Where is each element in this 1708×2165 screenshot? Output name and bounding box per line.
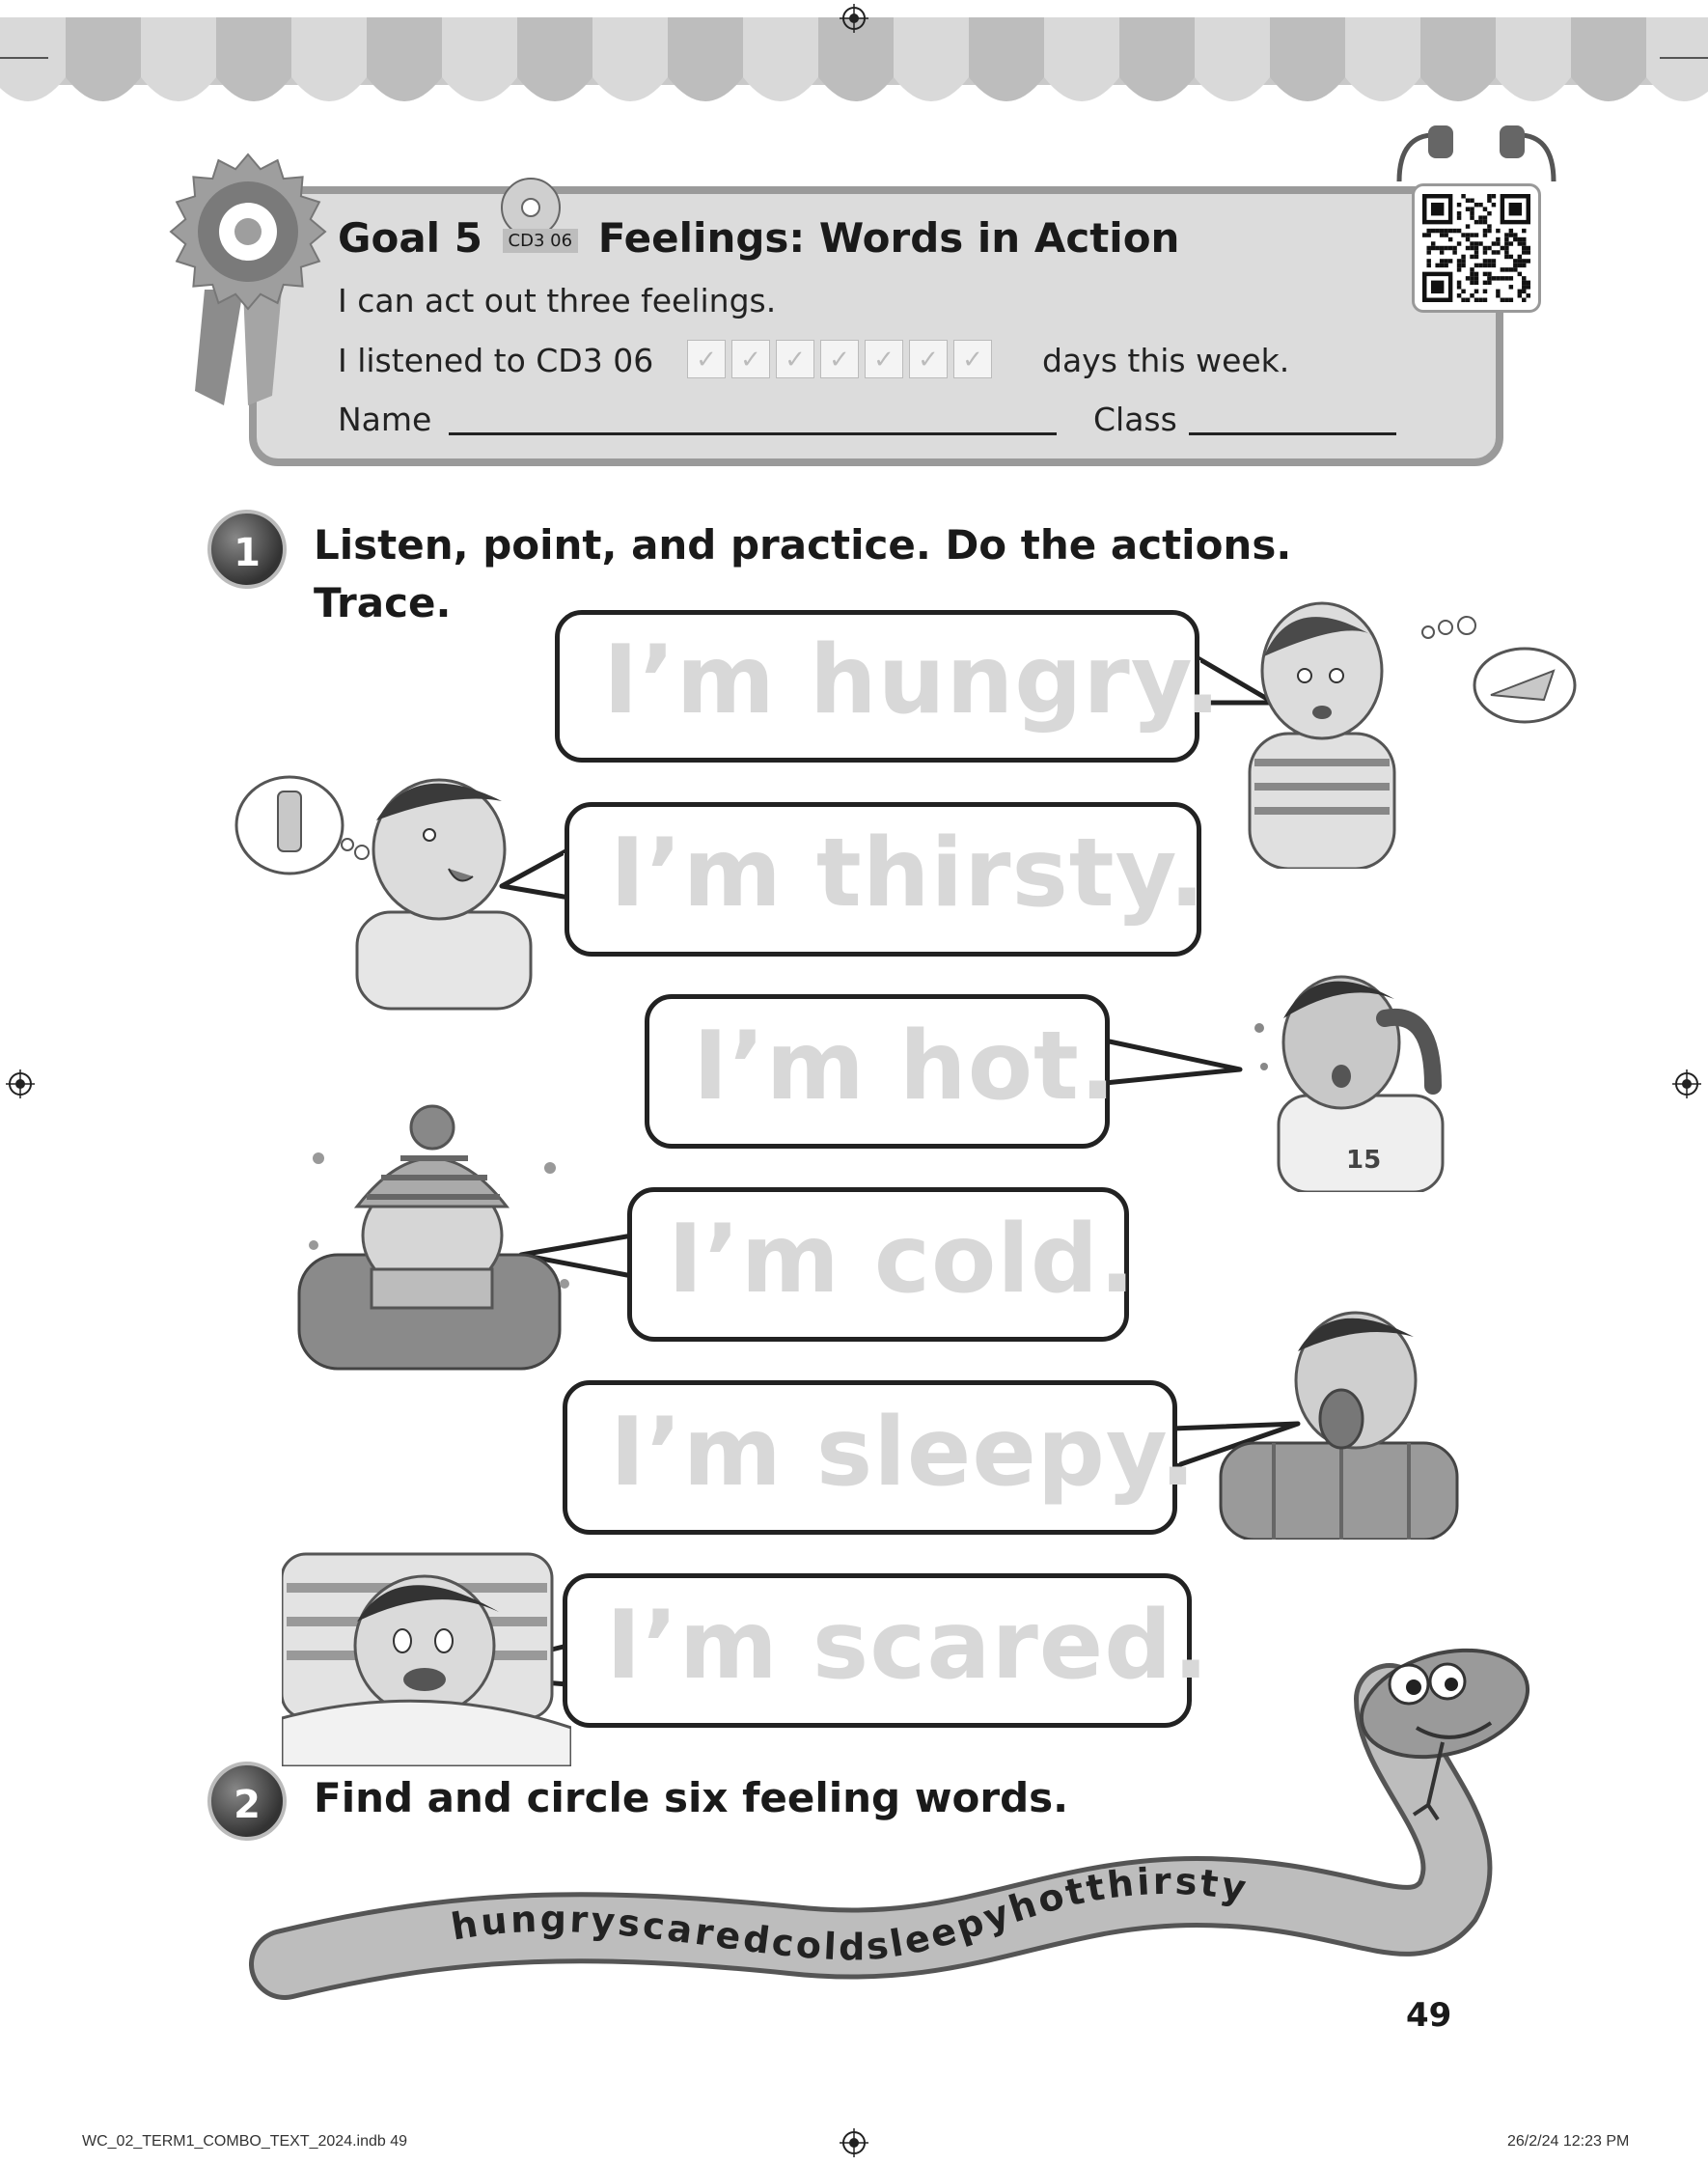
footer-file-info: WC_02_TERM1_COMBO_TEXT_2024.indb 49 [82, 2133, 408, 2150]
listen-suffix: days this week. [1042, 342, 1290, 379]
trace-text-sleepy[interactable]: I’m sleepy. [610, 1398, 1198, 1508]
day-checkbox-7[interactable]: ✓ [953, 340, 992, 378]
trace-text-hungry[interactable]: I’m hungry. [603, 625, 1222, 736]
goal-number: Goal 5 [338, 214, 482, 262]
goal-statement: I can act out three feelings. [338, 282, 777, 319]
page-number: 49 [1406, 1996, 1452, 2035]
day-checkbox-3[interactable]: ✓ [776, 340, 814, 378]
day-checkbox-5[interactable]: ✓ [865, 340, 903, 378]
listen-prefix: I listened to CD3 06 [338, 342, 654, 379]
section-2-badge: 2 [207, 1762, 287, 1841]
cd-track-label: CD3 06 [503, 229, 579, 253]
class-label: Class [1093, 401, 1177, 438]
day-checkbox-6[interactable]: ✓ [909, 340, 948, 378]
day-checkbox-2[interactable]: ✓ [731, 340, 770, 378]
name-label: Name [338, 401, 432, 438]
section-2-instruction: Find and circle six feeling words. [314, 1774, 1069, 1821]
section-1-trace-label: Trace. [314, 579, 452, 626]
goal-subtitle: Feelings: Words in Action [597, 214, 1180, 262]
footer-timestamp: 26/2/24 12:23 PM [1507, 2133, 1630, 2150]
day-checkbox-1[interactable]: ✓ [687, 340, 726, 378]
trace-text-thirsty[interactable]: I’m thirsty. [610, 819, 1206, 929]
snake-word-string[interactable]: hungryscaredcoldsleepyhotthirsty [448, 1859, 1253, 1969]
trace-text-hot[interactable]: I’m hot. [693, 1012, 1117, 1122]
trace-text-scared[interactable]: I’m scared. [606, 1591, 1210, 1701]
day-checkbox-4[interactable]: ✓ [820, 340, 859, 378]
trace-text-cold[interactable]: I’m cold. [668, 1205, 1137, 1315]
section-1-instruction: Listen, point, and practice. Do the actions. [314, 521, 1292, 569]
section-1-badge: 1 [207, 510, 287, 589]
svg-text:15: 15 [1346, 1146, 1382, 1175]
